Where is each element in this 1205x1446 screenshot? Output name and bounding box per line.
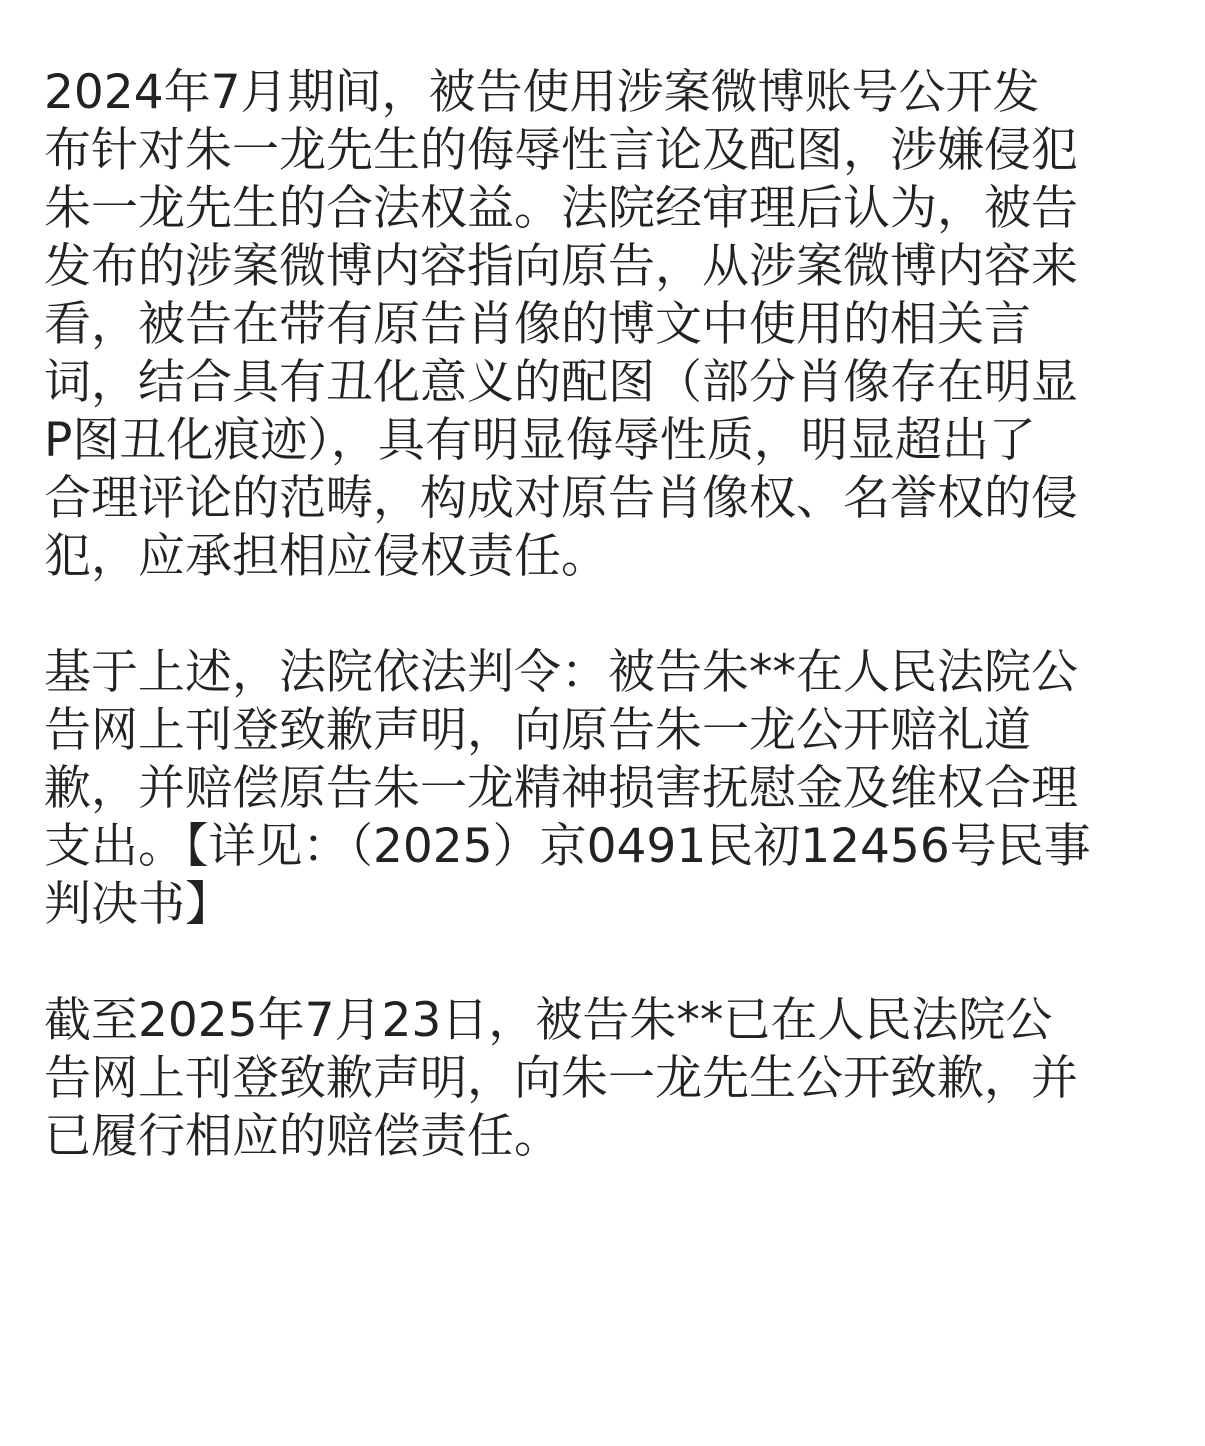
text-line: 词，结合具有丑化意义的配图（部分肖像存在明显 [44, 355, 1078, 410]
paragraph-court-ruling [44, 644, 1184, 934]
text-line: 截至2025年7月23日，被告朱**已在人民法院公 [44, 993, 1053, 1048]
text-line: 朱一龙先生的合法权益。法院经审理后认为，被告 [44, 181, 1078, 236]
text-line: 告网上刊登致歉声明，向朱一龙先生公开致歉，并 [44, 1051, 1078, 1106]
text-line: 布针对朱一龙先生的侮辱性言论及配图，涉嫌侵犯 [44, 123, 1078, 178]
text-line: 支出。【详见：（2025）京0491民初12456号民事 [44, 819, 1091, 874]
article-body [44, 64, 1184, 1166]
text-line: 歉，并赔偿原告朱一龙精神损害抚慰金及维权合理 [44, 761, 1078, 816]
text-line: 犯，应承担相应侵权责任。 [44, 529, 608, 584]
text-line: 发布的涉案微博内容指向原告，从涉案微博内容来 [44, 239, 1078, 294]
text-line: 告网上刊登致歉声明，向原告朱一龙公开赔礼道 [44, 703, 1031, 758]
paragraph-current-status [44, 992, 1184, 1166]
text-line: 2024年7月期间，被告使用涉案微博账号公开发 [44, 65, 1040, 120]
text-line: P图丑化痕迹），具有明显侮辱性质，明显超出了 [44, 413, 1036, 468]
text-line: 基于上述，法院依法判令：被告朱**在人民法院公 [44, 645, 1078, 700]
paragraph-case-facts [44, 64, 1184, 586]
text-line: 判决书】 [44, 877, 232, 932]
text-line: 合理评论的范畴，构成对原告肖像权、名誉权的侵 [44, 471, 1078, 526]
text-line: 已履行相应的赔偿责任。 [44, 1109, 561, 1164]
text-line: 看，被告在带有原告肖像的博文中使用的相关言 [44, 297, 1031, 352]
